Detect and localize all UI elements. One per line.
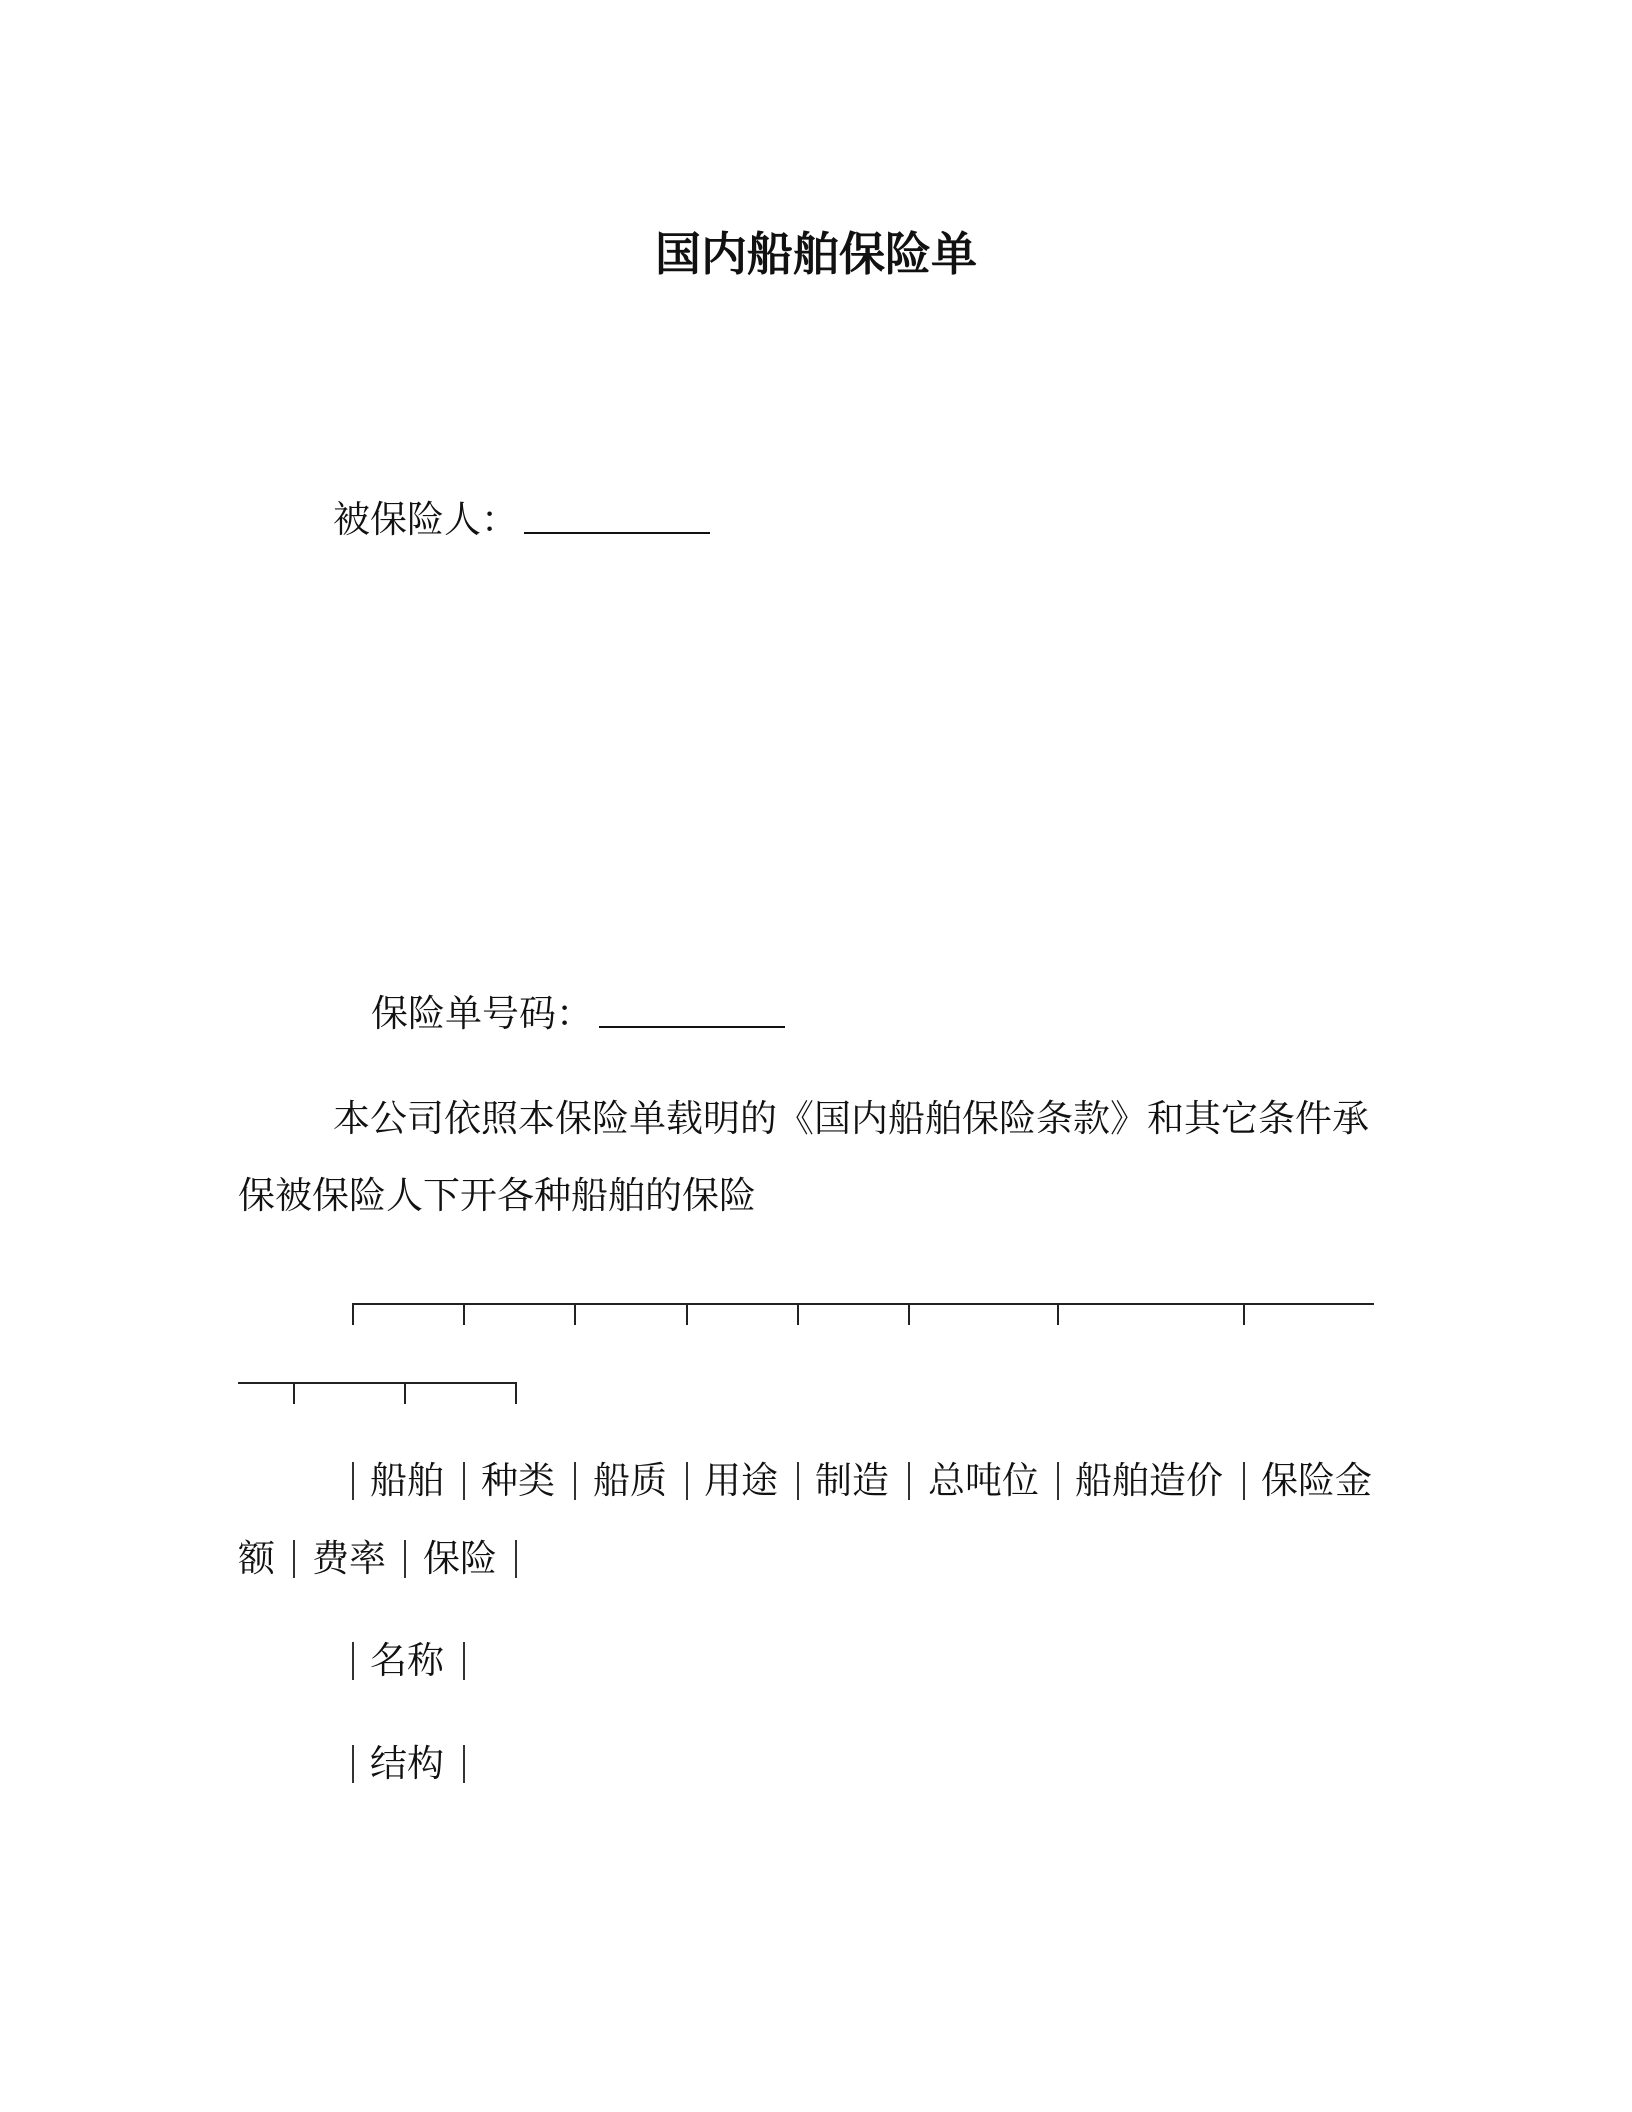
header-cell: 船舶造价 bbox=[1075, 1459, 1223, 1502]
row-label: 结构 bbox=[370, 1742, 444, 1785]
header-cell: 种类 bbox=[481, 1459, 555, 1502]
policy-number-blank[interactable] bbox=[599, 1026, 785, 1028]
header-cell: 费率 bbox=[312, 1537, 386, 1580]
header-cell: 船质 bbox=[593, 1459, 667, 1502]
intro-line-2: 保被保险人下开各种船舶的保险 bbox=[238, 1174, 756, 1217]
header-cell: 用途 bbox=[704, 1459, 778, 1502]
insured-blank[interactable] bbox=[524, 532, 710, 534]
header-cell: 船舶 bbox=[370, 1459, 444, 1502]
policy-number-line bbox=[371, 992, 785, 1036]
document-title: 国内船舶保险单 bbox=[655, 227, 977, 281]
insured-line bbox=[333, 498, 710, 542]
header-cell: 制造 bbox=[815, 1459, 889, 1502]
header-cell: 保险金 bbox=[1261, 1459, 1372, 1502]
intro-line-1: 本公司依照本保险单载明的《国内船舶保险条款》和其它条件承 bbox=[333, 1097, 1369, 1140]
row-label: 名称 bbox=[370, 1639, 444, 1682]
insured-label: 被保险人： bbox=[333, 498, 518, 541]
header-cell: 额 bbox=[238, 1537, 275, 1580]
header-cell: 总吨位 bbox=[928, 1459, 1039, 1502]
policy-number-label: 保险单号码： bbox=[371, 992, 593, 1035]
header-cell: 保险 bbox=[423, 1537, 497, 1580]
